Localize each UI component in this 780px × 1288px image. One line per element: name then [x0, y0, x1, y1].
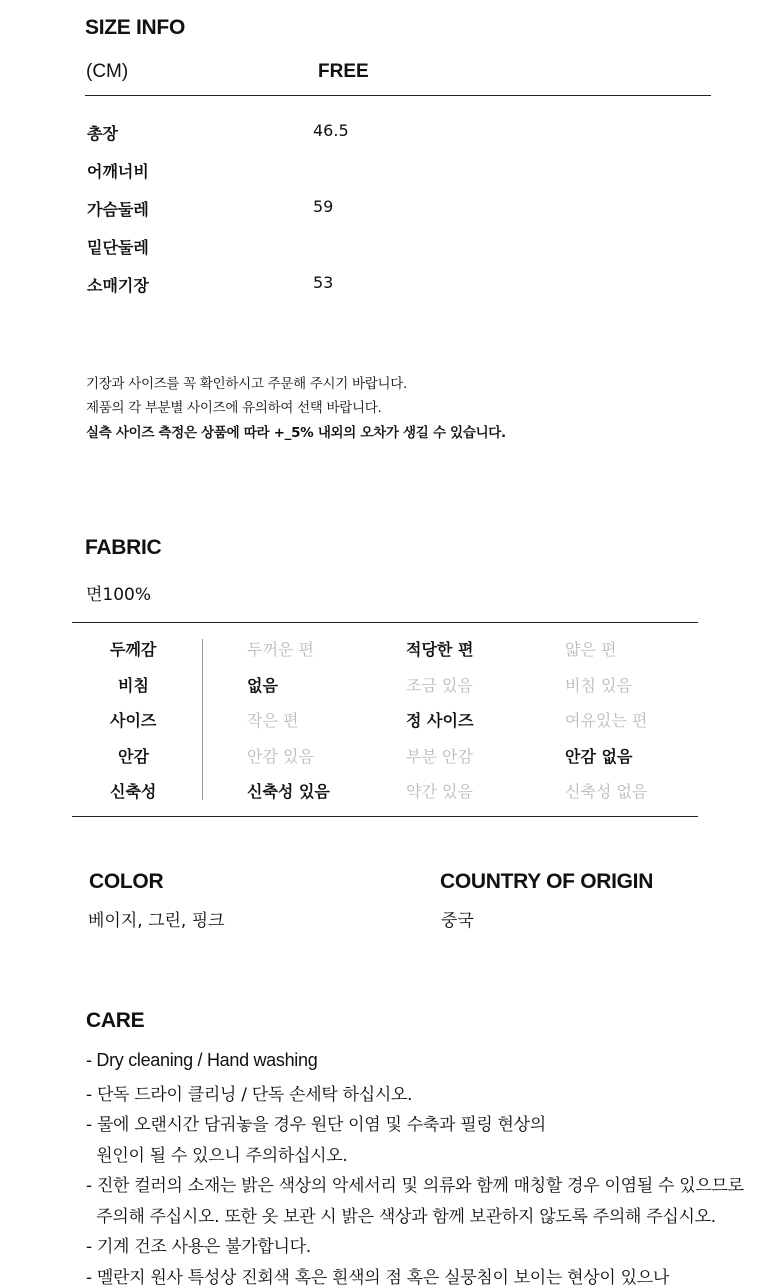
- size-info-title: SIZE INFO: [85, 16, 185, 39]
- fabric-option: 비침 있음: [565, 676, 632, 695]
- fabric-option-selected: 적당한 편: [406, 640, 474, 659]
- fabric-option: 신축성 없음: [565, 782, 648, 801]
- size-row-value: 46.5: [313, 121, 349, 140]
- size-row-label: 총장: [87, 124, 118, 143]
- care-line: 주의해 주십시오. 또한 옷 보관 시 밝은 색상과 함께 보관하지 않도록 주의해 주십시오.: [86, 1207, 716, 1227]
- fabric-option-selected: 안감 없음: [565, 747, 633, 766]
- color-title: COLOR: [89, 870, 164, 893]
- care-title: CARE: [86, 1009, 145, 1032]
- fabric-option: 안감 있음: [247, 747, 314, 766]
- size-row-value: 59: [313, 197, 334, 216]
- fabric-row-label: 안감: [118, 747, 149, 766]
- fabric-option-selected: 없음: [247, 676, 278, 695]
- notice-line: 제품의 각 부분별 사이즈에 유의하여 선택 바랍니다.: [86, 400, 382, 416]
- notice-line: 기장과 사이즈를 꼭 확인하시고 주문해 주시기 바랍니다.: [86, 376, 407, 392]
- fabric-row-label: 두께감: [110, 640, 157, 659]
- fabric-row-label: 비침: [118, 676, 149, 695]
- fabric-option-selected: 신축성 있음: [247, 782, 330, 801]
- origin-value: 중국: [441, 911, 474, 931]
- fabric-option: 얇은 편: [565, 640, 617, 659]
- fabric-option-selected: 정 사이즈: [406, 711, 474, 730]
- fabric-option: 조금 있음: [406, 676, 473, 695]
- care-line: - 진한 컬러의 소재는 밝은 색상의 악세서리 및 의류와 함께 매칭할 경우 이염될 수 있으므로: [86, 1176, 744, 1196]
- care-line: - 기계 건조 사용은 불가합니다.: [86, 1237, 311, 1257]
- care-line: - 물에 오랜시간 담궈놓을 경우 원단 이염 및 수축과 필링 현상의: [86, 1115, 546, 1135]
- size-row-label: 가슴둘레: [87, 200, 149, 219]
- size-row-label: 밑단둘레: [87, 238, 149, 257]
- origin-title: COUNTRY OF ORIGIN: [440, 870, 654, 893]
- fabric-table-bottom-rule: [72, 816, 698, 817]
- fabric-option: 두꺼운 편: [247, 640, 314, 659]
- color-value: 베이지, 그린, 핑크: [88, 911, 225, 931]
- size-row-value: 53: [313, 273, 334, 292]
- fabric-row-label: 신축성: [110, 782, 157, 801]
- fabric-option: 부분 안감: [406, 747, 473, 766]
- size-free-label: FREE: [318, 61, 369, 82]
- size-row-label: 소매기장: [87, 276, 149, 295]
- care-line: 원인이 될 수 있으니 주의하십시오.: [86, 1146, 348, 1166]
- fabric-title: FABRIC: [85, 536, 162, 559]
- notice-line-emphasis: 실측 사이즈 측정은 상품에 따라 +_5% 내외의 오차가 생길 수 있습니다.: [86, 425, 506, 441]
- fabric-table-top-rule: [72, 622, 698, 623]
- care-line: - 단독 드라이 클리닝 / 단독 손세탁 하십시오.: [86, 1085, 413, 1105]
- fabric-option: 작은 편: [247, 711, 299, 730]
- size-header-divider: [85, 95, 711, 96]
- care-line: - Dry cleaning / Hand washing: [86, 1050, 318, 1070]
- fabric-option: 여유있는 편: [565, 711, 648, 730]
- fabric-composition: 면100%: [86, 585, 152, 605]
- fabric-option: 약간 있음: [406, 782, 473, 801]
- care-line: - 멜란지 원사 특성상 진회색 혹은 흰색의 점 혹은 실뭉침이 보이는 현상이 있으나: [86, 1268, 669, 1288]
- fabric-row-label: 사이즈: [110, 711, 157, 730]
- fabric-table-divider: [202, 639, 203, 800]
- size-row-label: 어깨너비: [87, 162, 149, 181]
- size-unit-label: (CM): [86, 61, 129, 82]
